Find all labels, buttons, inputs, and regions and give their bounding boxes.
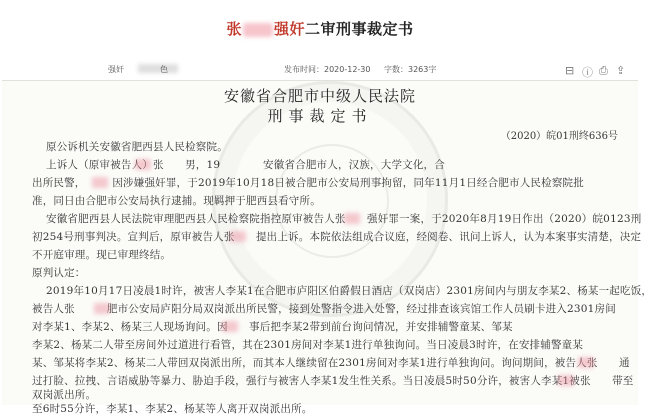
bookmark-icon[interactable]: ⊟ — [565, 64, 575, 77]
document-type: 刑事裁定书 — [267, 107, 373, 125]
redaction-mark — [222, 321, 238, 332]
body-line: 李某2、杨某二人带至房间外过道进行看管，其在2301房间对李某1进行单独询问。当日凌晨3时许，在安排辅警童某 — [32, 339, 584, 351]
document-image — [2, 80, 652, 415]
title-suffix: 二审刑事裁定书 — [305, 20, 414, 38]
share-icon[interactable]: ⇪ — [616, 64, 626, 77]
body-line: 2019年10月17日凌晨1时许，被害人李某1在合肥市庐阳区伯爵假日酒店（双岗店）2301房间内与朋友李某2、杨某一起吃饭， — [46, 285, 652, 297]
body-line: 过打脸、拉拽、言语威胁等暴力、胁迫手段，强行与被害人李某1发生性关系。当日凌晨5时50分许，被害人李某1被张 带至 — [32, 375, 634, 387]
redaction-mark — [558, 375, 574, 386]
info-icon[interactable]: ⓘ — [582, 66, 593, 79]
body-line: 原公诉机关安徽省肥西县人民检察院。 — [46, 141, 228, 153]
body-line: 某、邹某将李某2、杨某二人带回双岗派出所，而其本人继续留在2301房间对李某1进行单独询问。询问期间，被告人张 通 — [32, 357, 630, 369]
title-name: 张 — [226, 20, 242, 38]
meta-author-tail: 色 — [160, 65, 168, 74]
meta-bar — [108, 63, 638, 77]
body-line: 至6时55分许，李某1、李某2、杨某等人离开双岗派出所。 — [32, 403, 313, 415]
redaction-mark — [344, 213, 360, 224]
body-line: 准，同日由合肥市公安局执行逮捕。现羁押于肥西县看守所。 — [32, 195, 321, 207]
body-line: 出所民警， 因涉嫌强奸罪，于2019年10月18日被合肥市公安局刑事拘留，同年11月1日经合肥市人民检察院批 — [32, 177, 584, 189]
case-number: （2020）皖01刑终636号 — [500, 131, 618, 142]
redaction-mark — [578, 357, 594, 368]
publish-time: 发布时间：2020-12-30 — [284, 65, 371, 74]
word-count: 字数：3263字 — [384, 65, 437, 74]
redaction-mark — [92, 177, 108, 188]
meta-author[interactable]: 强奸 — [108, 65, 124, 74]
body-line: 初254号刑事判决。宣判后，原审被告人张 提出上诉。本院依法组成合议庭，经阅卷、讯问上诉人，认为本案事实清楚，决定 — [32, 231, 642, 243]
body-line: 原判认定： — [32, 267, 86, 279]
body-line: 不开庭审理。现已审理终结。 — [32, 249, 172, 261]
print-icon[interactable]: ⎙ — [599, 64, 608, 77]
title-redaction — [243, 23, 273, 37]
body-line: 上诉人（原审被告人）张 男，19 安徽省合肥市人，汉族，大学文化，合 — [46, 159, 445, 171]
meta-redaction — [138, 64, 178, 73]
page-title — [0, 18, 640, 39]
body-line: 被告人张 肥市公安局庐阳分局双岗派出所民警，接到处警指令进入处警，经过排查该宾馆工作人员刷卡进入2301房间 — [32, 303, 616, 315]
court-name: 安徽省合肥市中级人民法院 — [223, 87, 416, 105]
redaction-mark — [230, 231, 246, 242]
redaction-mark — [135, 159, 151, 170]
body-line: 对李某1、李某2、杨某三人现场询问。因 事后把李某2带到前台询问情况，并安排辅警童某、邹某 — [32, 321, 513, 333]
title-bar — [0, 0, 640, 58]
body-line: 双岗派出所。 — [32, 389, 97, 401]
body-line: 安徽省肥西县人民法院审理肥西县人民检察院指控原审被告人张 强奸罪一案，于2020年8月19日作出（2020）皖0123刑 — [46, 213, 642, 225]
redaction-mark — [94, 303, 110, 314]
title-crime: 强奸 — [273, 20, 305, 38]
